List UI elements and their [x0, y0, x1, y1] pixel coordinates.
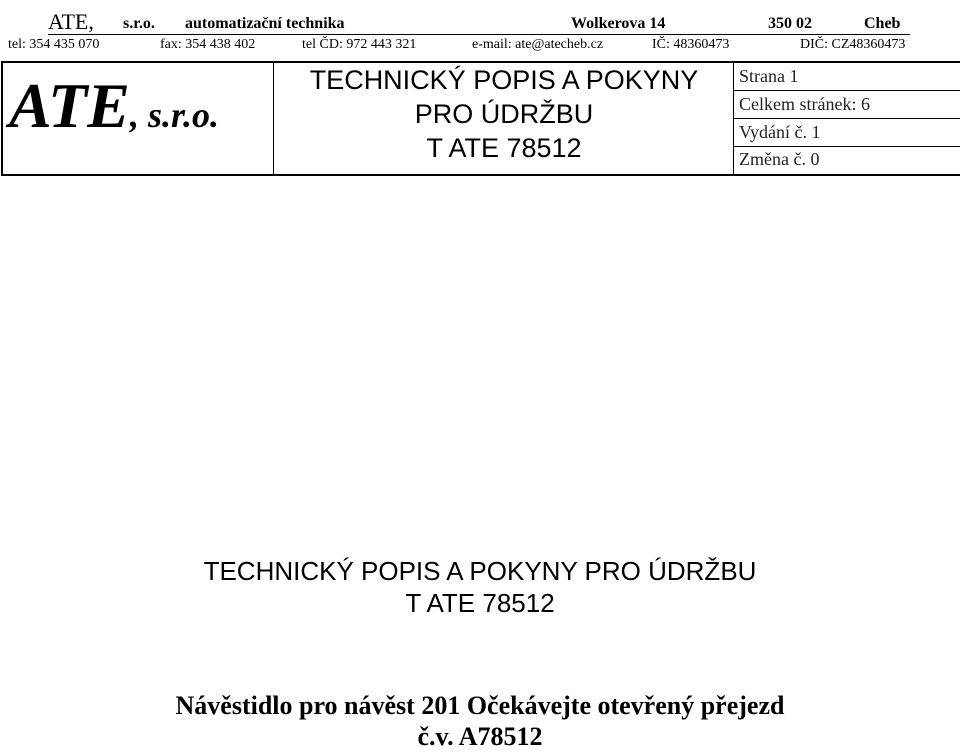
- main-title-line2: T ATE 78512: [405, 588, 555, 618]
- company-city: Cheb: [864, 15, 901, 32]
- letterhead-line1: [0, 10, 960, 36]
- info-divider-2: [733, 118, 960, 119]
- company-subtitle: automatizační technika: [185, 15, 345, 32]
- company-street: Wolkerova 14: [571, 15, 666, 32]
- header-divider-left: [273, 63, 274, 174]
- contact-email: e-mail: ate@atecheb.cz: [472, 37, 604, 52]
- document-title-cell: [275, 63, 733, 165]
- main-subtitle-line2: č.v. A78512: [417, 722, 543, 751]
- doc-title-line2: PRO ÚDRŽBU: [414, 99, 594, 129]
- main-title-line1: TECHNICKÝ POPIS A POKYNY PRO ÚDRŽBU: [203, 556, 757, 586]
- contact-dic: DIČ: CZ48360473: [800, 37, 906, 52]
- change-number: Změna č. 0: [739, 149, 820, 169]
- letterhead-underline: [48, 34, 910, 35]
- company-zip: 350 02: [768, 15, 812, 32]
- doc-title-line1: TECHNICKÝ POPIS A POKYNY: [309, 65, 699, 95]
- info-divider-3: [733, 146, 960, 147]
- main-subtitle: [0, 690, 960, 752]
- main-title: [0, 555, 960, 619]
- company-name: ATE,: [48, 9, 94, 34]
- issue-number: Vydání č. 1: [739, 122, 821, 142]
- letterhead-contacts: [0, 37, 960, 59]
- company-logo: [9, 70, 219, 141]
- logo-ate: ATE: [9, 70, 130, 141]
- total-pages: Celkem stránek: 6: [739, 94, 870, 114]
- info-divider-1: [733, 90, 960, 91]
- page-number: Strana 1: [739, 66, 799, 86]
- contact-tel-cd: tel ČD: 972 443 321: [302, 37, 417, 52]
- main-subtitle-line1: Návěstidlo pro návěst 201 Očekávejte otevřený přejezd: [175, 691, 785, 720]
- contact-tel: tel: 354 435 070: [8, 37, 100, 52]
- contact-ic: IČ: 48360473: [652, 37, 730, 52]
- logo-sro: , s.r.o.: [129, 95, 219, 135]
- contact-fax: fax: 354 438 402: [160, 37, 256, 52]
- document-header-table: [1, 61, 960, 176]
- doc-title-line3: T ATE 78512: [426, 133, 582, 163]
- company-legal-form: s.r.o.: [123, 15, 155, 32]
